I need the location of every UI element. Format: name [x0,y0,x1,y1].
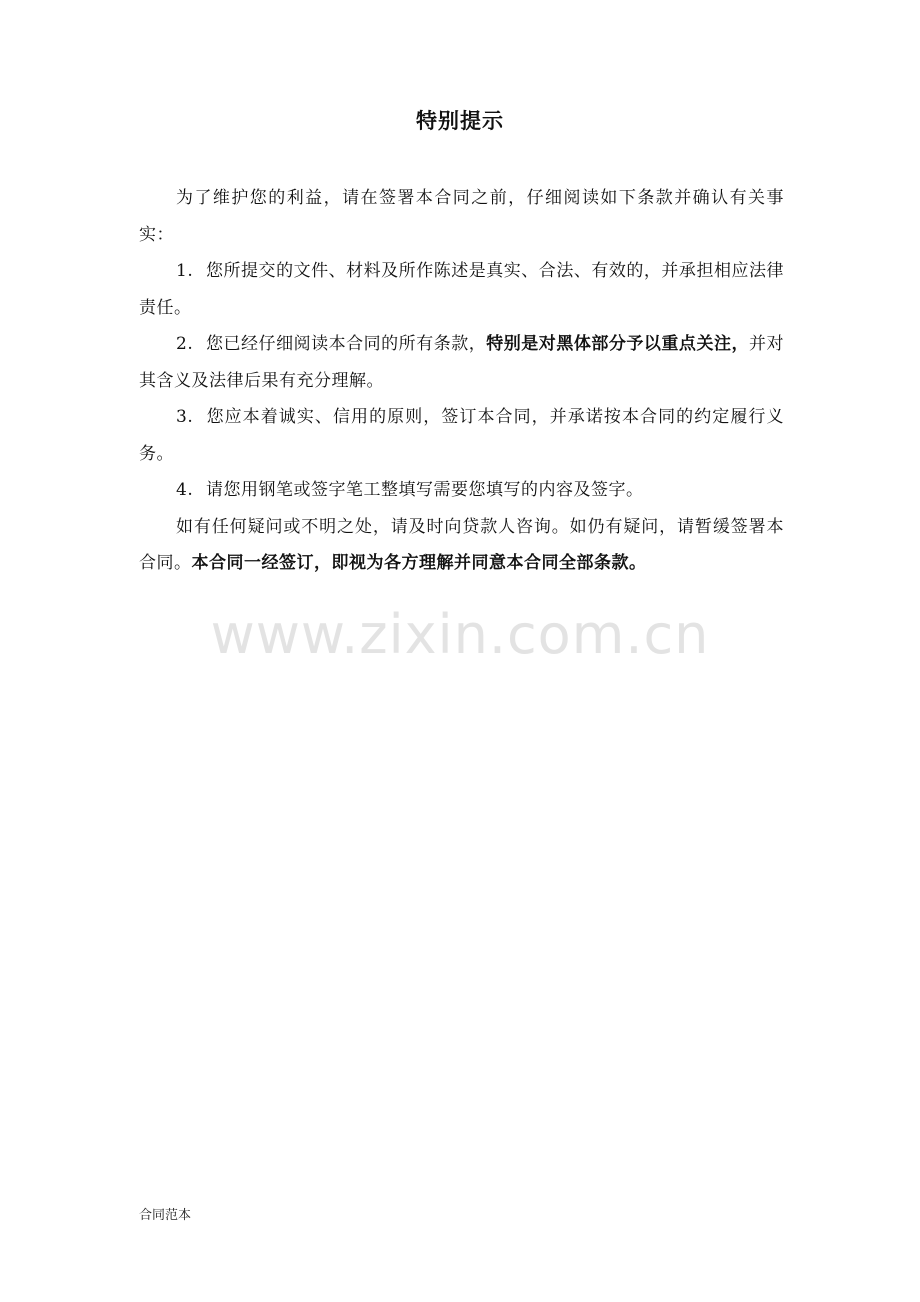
list-item-1 [139,253,784,326]
closing-paragraph [139,509,784,582]
item-text-after: 并对其含义及法律后果有充分理解。 [139,334,785,391]
item-number: 4. [176,480,194,500]
item-text-before: 您已经仔细阅读本合同的所有条款， [206,334,487,354]
intro-paragraph: 为了维护您的利益，请在签署本合同之前，仔细阅读如下条款并确认有关事实： [139,188,784,245]
item-number: 1. [176,261,194,281]
item-number: 2. [176,334,194,354]
closing-bold-text: 本合同一经签订，即视为各方理解并同意本合同全部条款。 [191,553,647,573]
list-item-4 [139,472,784,509]
item-text: 您所提交的文件、材料及所作陈述是真实、合法、有效的，并承担相应法律责任。 [139,261,784,318]
item-text-bold: 特别是对黑体部分予以重点关注， [486,334,749,354]
document-body [139,180,784,582]
item-text: 请您用钢笔或签字笔工整填写需要您填写的内容及签字。 [206,480,644,500]
list-item-2 [139,326,784,399]
watermark: www.zixin.com.cn [210,603,710,666]
footer-label: 合同范本 [139,1208,192,1223]
list-item-3 [139,399,784,472]
item-text: 您应本着诚实、信用的原则，签订本合同，并承诺按本合同的约定履行义务。 [139,407,784,464]
item-number: 3. [176,407,194,427]
page-title: 特别提示 [416,109,504,133]
closing-text: 如有任何疑问或不明之处，请及时向贷款人咨询。如仍有疑问，请暂缓签署本合同。 [139,516,784,573]
